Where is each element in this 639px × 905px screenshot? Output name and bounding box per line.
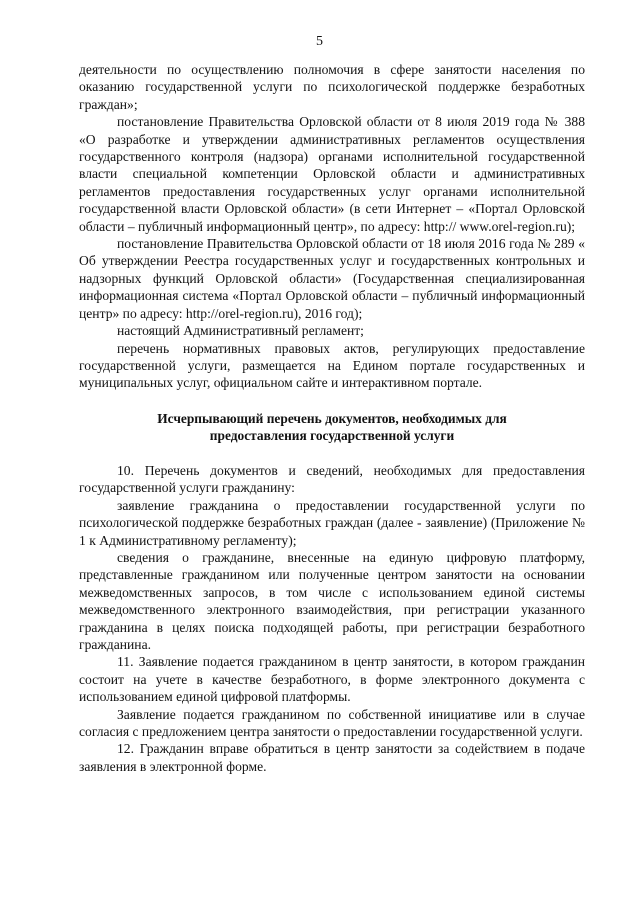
paragraph-item-11: 11. Заявление подается гражданином в центр занятости, в котором гражданин состоит на учете в качестве безработного, в форме электронного документа с использованием единой цифровой платформы.	[79, 654, 585, 705]
paragraph-application: заявление гражданина о предоставлении государственной услуги по психологической поддержке безработных граждан (далее - заявление) (Приложение № 1 к Административному регламенту);	[79, 497, 585, 548]
paragraph-item-10: 10. Перечень документов и сведений, необходимых для предоставления государственной услуги гражданину:	[79, 462, 585, 496]
page-number: 5	[316, 34, 323, 49]
paragraph-item-12: 12. Гражданин вправе обратиться в центр занятости за содействием в подаче заявления в электронной форме.	[79, 741, 585, 774]
paragraph-citizen-info: сведения о гражданине, внесенные на единую цифровую платформу, представленные гражданином или полученные центром занятости на основании межведомственных запросов, в том числе с использованием единой системы межведомственного электронного взаимодействия, при регистрации указанного гражданина в целях поиска подходящей работы, при регистрации безработного гражданина.	[79, 549, 585, 652]
document-body	[79, 61, 585, 775]
section-heading: Исчерпывающий перечень документов, необходимых для предоставления государственной услуги	[157, 410, 507, 444]
paragraph-legal-acts-list: перечень нормативных правовых актов, регулирующих предоставление государственной услуги, размещается на Едином портале государственных и муниципальных услуг, официальном сайте и интерактивном портале.	[79, 340, 585, 391]
paragraph-admin-regulation: настоящий Административный регламент;	[117, 323, 364, 339]
paragraph-application-initiative: Заявление подается гражданином по собственной инициативе или в случае согласия с предложением центра занятости о предоставлении государственной услуги.	[79, 706, 585, 739]
paragraph-resolution-388: постановление Правительства Орловской области от 8 июля 2019 года № 388 «О разработке и утверждении административных регламентов осуществления государственного контроля (надзора) органами исполнительной государственной власти специальной компетенции Орловской области и административных регламентов предоставления государственных услуг органами исполнительной государственной власти Орловской области» (в сети Интернет – «Портал Орловской области – публичный информационный центр», по адресу: http:// www.orel-region.ru);	[79, 114, 585, 234]
paragraph-resolution-289: постановление Правительства Орловской области от 18 июля 2016 года № 289 « Об утверждении Реестра государственных услуг и государственных контрольных и надзорных функций Орловской области» (Государственная специализированная информационная система «Портал Орловской области – публичный информационный центр» по адресу: http://orel-region.ru), 2016 год);	[79, 236, 585, 321]
paragraph-continuation: деятельности по осуществлению полномочия в сфере занятости населения по оказанию государственной услуги по психологической поддержке безработных граждан»;	[79, 62, 585, 112]
